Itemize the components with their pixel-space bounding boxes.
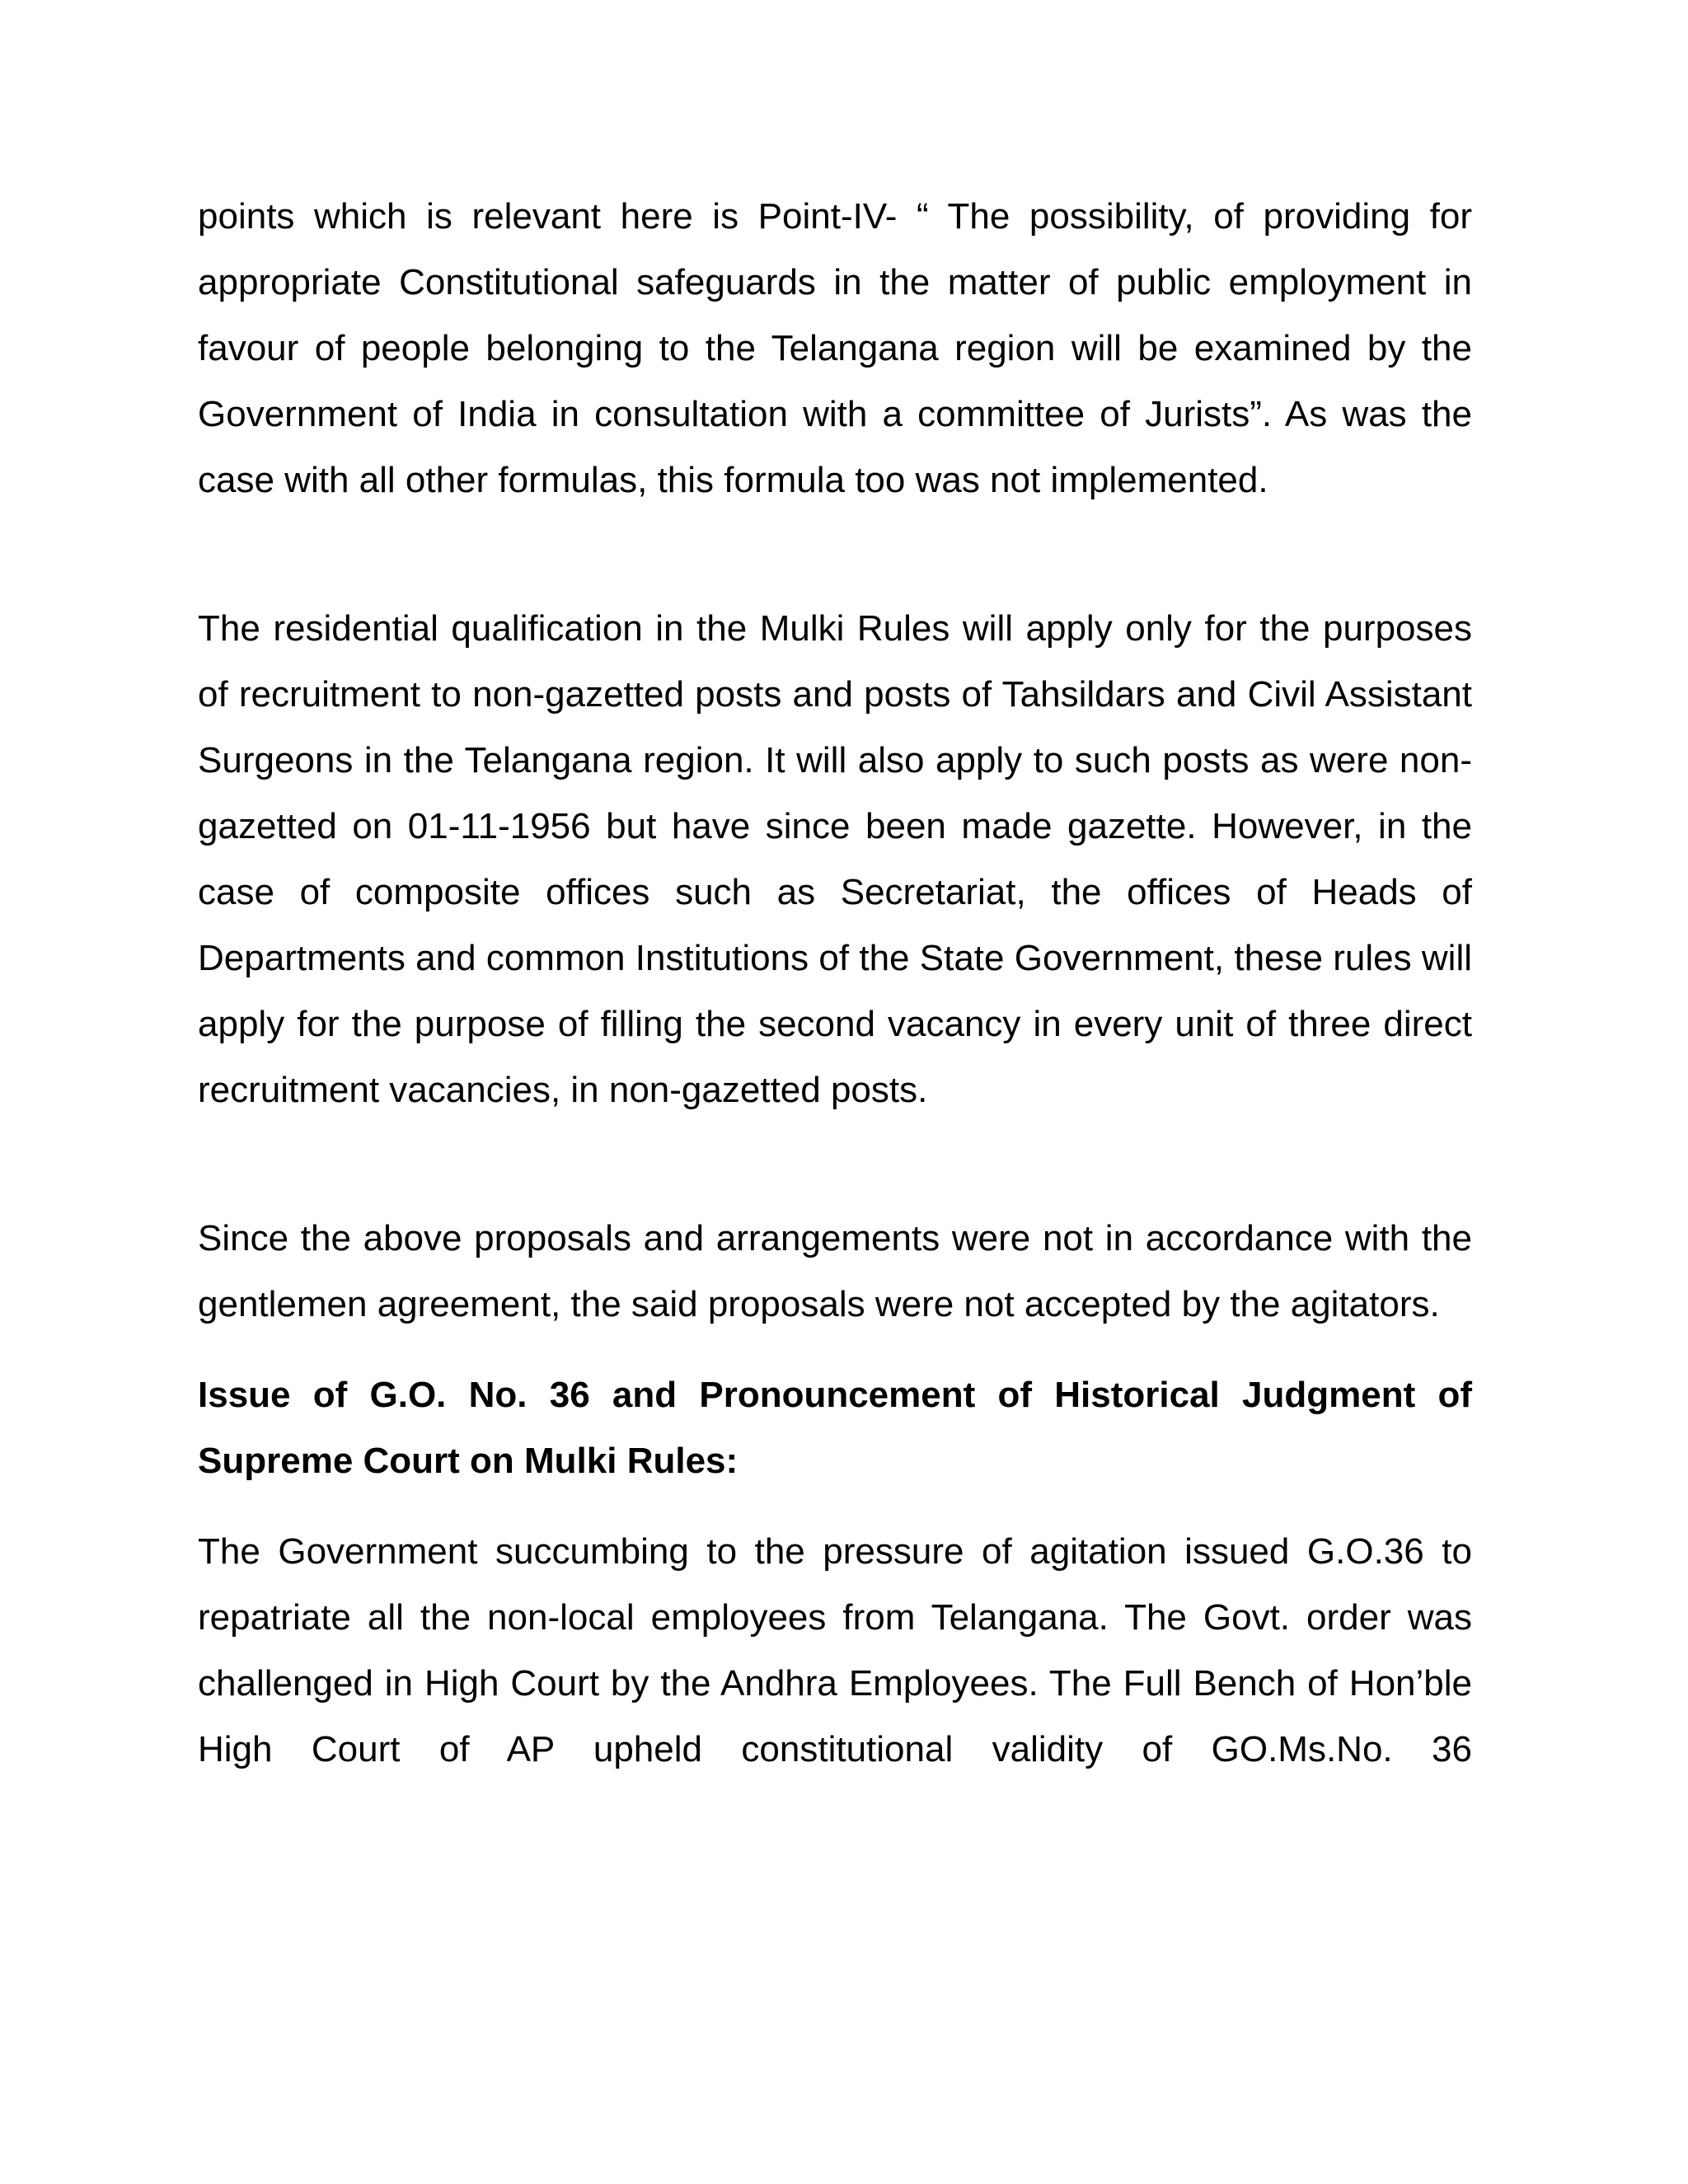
paragraph-point-iv: points which is relevant here is Point-IV- “ The possibility, of providing for appropriate Constitutional safeguards in the matter of public employment in favour of people belonging to the Telangana region will be examined by the Government of India in consultation with a committee of Jurists”. As was the case with all other formulas, this formula too was not implemented. [198, 196, 1472, 500]
paragraph-proposals-not-accepted: Since the above proposals and arrangements were not in accordance with the gentlemen agreement, the said proposals were not accepted by the agitators. [198, 1218, 1472, 1324]
section-heading: Issue of G.O. No. 36 and Pronouncement of Historical Judgment of Supreme Court on Mulki Rules: [198, 1375, 1472, 1481]
document-body [198, 184, 1472, 1783]
paragraph-residential-qualification: The residential qualification in the Mulki Rules will apply only for the purposes of recruitment to non-gazetted posts and posts of Tahsildars and Civil Assistant Surgeons in the Telangana region. It will also apply to such posts as were non-gazetted on 01-11-1956 but have since been made gazette. However, in the case of composite offices such as Secretariat, the offices of Heads of Departments and common Institutions of the State Government, these rules will apply for the purpose of filling the second vacancy in every unit of three direct recruitment vacancies, in non-gazetted posts. [198, 608, 1472, 1110]
paragraph-go-36: The Government succumbing to the pressure of agitation issued G.O.36 to repatriate all the non-local employees from Telangana. The Govt. order was challenged in High Court by the Andhra Employees. The Full Bench of Hon’ble High Court of AP upheld constitutional validity of GO.Ms.No. 36 [198, 1531, 1472, 1769]
